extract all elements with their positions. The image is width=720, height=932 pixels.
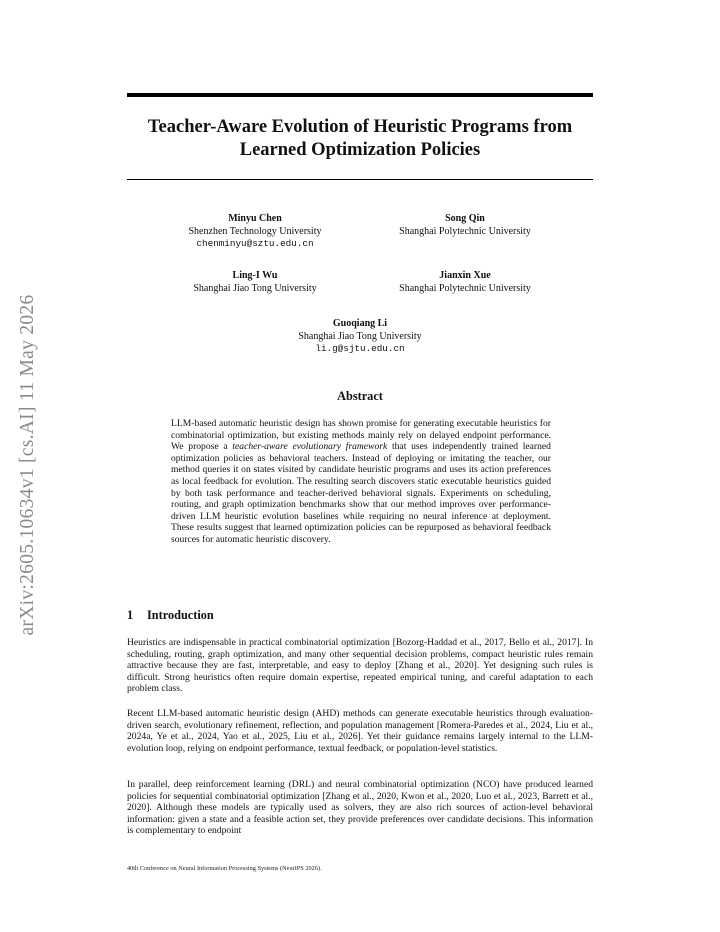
author-block-4	[370, 270, 560, 295]
title-bottom-rule	[127, 179, 593, 180]
section-title: Introduction	[147, 608, 214, 622]
author-name: Ling-I Wu	[232, 270, 278, 281]
author-affiliation: Shanghai Jiao Tong University	[193, 282, 317, 294]
author-name: Song Qin	[445, 213, 485, 224]
author-name: Guoqiang Li	[332, 318, 388, 329]
author-email[interactable]: li.g@sjtu.edu.cn	[315, 343, 405, 354]
paper-title	[127, 116, 593, 162]
author-name: Minyu Chen	[228, 213, 282, 224]
section-heading-introduction	[127, 608, 214, 623]
author-affiliation: Shanghai Polytechnic University	[399, 282, 531, 294]
intro-paragraph-1: Heuristics are indispensable in practical combinatorial optimization [Bozorg-Haddad et al., 2017, Bello et al., 2017]. In scheduling, routing, graph optimization, and many other sequential decision problems, compact heuristic rules remain attractive because they are fast, interpretable, and easy to deploy [Zhang et al., 2020]. Yet designing such rules is difficult. Strong heuristics often require domain expertise, repeated empirical tuning, and careful adaptation to each problem class.	[127, 637, 593, 695]
author-affiliation: Shanghai Polytechnic University	[399, 225, 531, 237]
intro-paragraph-2: Recent LLM-based automatic heuristic design (AHD) methods can generate executable heuristics through evaluation-driven search, evolutionary refinement, reflection, and population management [Romera-Paredes et al., 2024, Liu et al., 2024a, Ye et al., 2024, Yao et al., 2025, Liu et al., 2026]. Yet their guidance remains largely internal to the LLM-evolution loop, relying on endpoint performance, textual feedback, or population-level statistics.	[127, 708, 593, 754]
author-block-2	[370, 213, 560, 238]
abstract-heading: Abstract	[337, 389, 383, 403]
title-top-rule	[127, 93, 593, 97]
abstract-text-start: LLM-based automatic heuristic design has shown promise for generating executable heuristics for combinatorial optimization, but existing methods mainly rely on delayed endpoint performance. We propose a	[171, 418, 551, 453]
author-email[interactable]: chenminyu@sztu.edu.cn	[196, 238, 314, 249]
conference-footnote: 40th Conference on Neural Information Processing Systems (NeurIPS 2026).	[127, 865, 322, 872]
author-affiliation: Shanghai Jiao Tong University	[298, 330, 422, 342]
author-name: Jianxin Xue	[439, 270, 491, 281]
author-block-5	[260, 318, 460, 356]
section-number: 1	[127, 608, 134, 622]
abstract-emphasis: teacher-aware evolutionary framework	[232, 441, 388, 453]
author-block-3	[160, 270, 350, 295]
paper-title-line-1: Teacher-Aware Evolution of Heuristic Programs from	[147, 117, 573, 137]
paper-title-line-2: Learned Optimization Policies	[239, 140, 481, 160]
author-block-1	[160, 213, 350, 251]
intro-paragraph-3: In parallel, deep reinforcement learning (DRL) and neural combinatorial optimization (NCO) have produced learned policies for sequential combinatorial optimization [Zhang et al., 2020, Kwon et al., 2020, Luo et al., 2023, Barrett et al., 2020]. Although these models are typically used as solvers, they are also rich sources of action-level behavioral information: given a state and a feasible action set, they provide preferences over candidate decisions. This information is complementary to endpoint	[127, 779, 593, 837]
abstract-text-end: that uses independently trained learned optimization policies as behavioral teachers. Instead of deploying or imitating the teacher, our method queries it on states visited by candidate heuristic programs and uses its action preferences as local feedback for evolution. The resulting search discovers static executable heuristics guided by both task performance and teacher-derived behavioral signals. Experiments on scheduling, routing, and graph optimization benchmarks show that our method improves over performance-driven LLM heuristic evolution baselines while requiring no neural inference at deployment. These results suggest that learned optimization policies can be repurposed as behavioral feedback sources for automatic heuristic discovery.	[171, 441, 551, 545]
author-affiliation: Shenzhen Technology University	[188, 225, 322, 237]
abstract-body	[171, 418, 551, 546]
arxiv-identifier-stamp: arXiv:2605.10634v1 [cs.AI] 11 May 2026	[17, 294, 38, 636]
